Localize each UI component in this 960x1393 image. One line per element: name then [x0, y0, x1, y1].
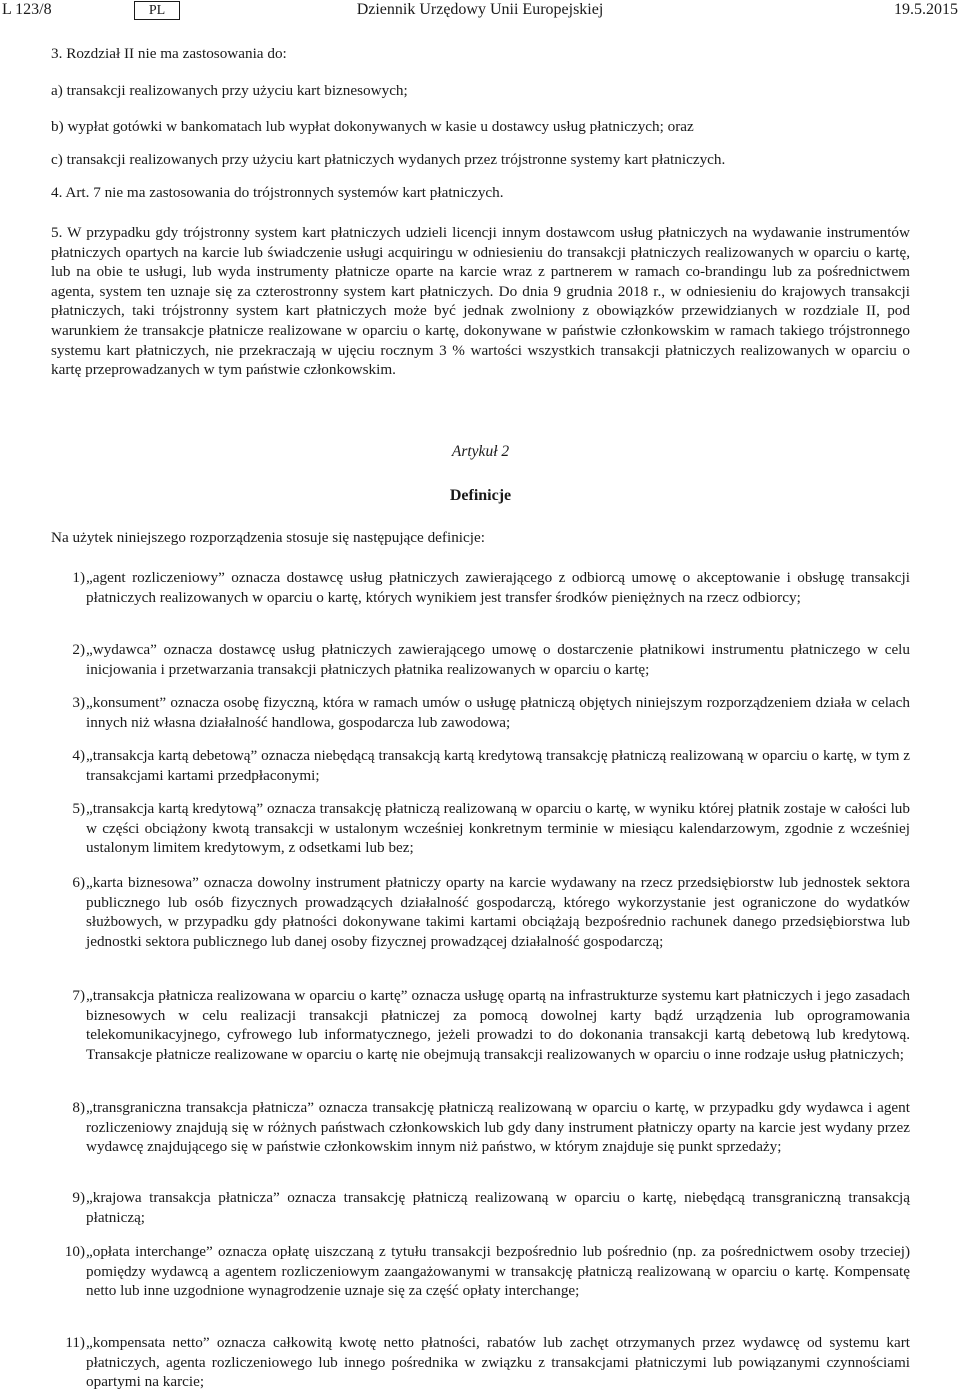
- definition-text: „konsument” oznacza osobę fizyczną, która w ramach umów o usługę płatniczą objętych niniejszym rozporządzeniem działa w celach innych niż własna działalność handlowa, gospodarcza lub zawodowa;: [86, 694, 910, 731]
- definition-text: „transakcja kartą debetową” oznacza niebędącą transakcją kartą kredytową transakcję płatniczą realizowaną w oparciu o kartę, w tym z transakcjami kartami przedpłaconymi;: [86, 747, 910, 784]
- definition-number: 1): [72, 569, 85, 586]
- definition-number: 10): [64, 1243, 85, 1260]
- definition-text: „kompensata netto” oznacza całkowitą kwotę netto płatności, rabatów lub zachęt otrzymanych przez wydawcę od systemu kart płatniczych, agenta rozliczeniowego lub innego pośrednika w związku z transakcjami płatniczymi lub powiązanymi czynnościami opartymi na karcie;: [86, 1334, 910, 1391]
- article-title: Artykuł 2: [451, 443, 510, 460]
- definition-10: [51, 1242, 910, 1301]
- section-3-item-a: a) transakcji realizowanych przy użyciu kart biznesowych;: [51, 82, 408, 99]
- definition-3: [51, 693, 910, 732]
- definition-text: „transakcja płatnicza realizowana w oparciu o kartę” oznacza usługę opartą na infrastrukturze systemu kart płatniczych i jego zasadach biznesowych w celu realizacji transakcji płatniczej za pomocą dowolnej karty bądź urządzenia lub oprogramowania telekomunikacyjnego, cyfrowego lub informatycznego, jeżeli prowadzi to do dokonania transakcji kartą debetową lub kredytową. Transakcje płatnicze realizowane w oparciu o kartę nie obejmują transakcji realizowanych w oparciu o inne rodzaje usług płatniczych;: [86, 987, 910, 1063]
- definition-2: [51, 640, 910, 679]
- definition-text: „transakcja kartą kredytową” oznacza transakcję płatniczą realizowaną w oparciu o kartę, w wyniku której płatnik zostaje w całości lub w części obciążony kwotą transakcji w ustalonym wcześniej konkretnym terminie w miesiącu kalendarzowym, zgodnie z wcześniej ustalonym limitem kredytowym, z odsetkami lub bez;: [86, 800, 910, 857]
- section-3-intro: 3. Rozdział II nie ma zastosowania do:: [51, 45, 287, 62]
- definition-number: 3): [72, 694, 85, 711]
- definition-number: 6): [72, 874, 85, 891]
- definition-5: [51, 799, 910, 858]
- definition-text: „agent rozliczeniowy” oznacza dostawcę usług płatniczych zawierającego z odbiorcą umowę o akceptowanie i obsługę transakcji płatniczych realizowanych w oparciu o kartę, których wynikiem jest transfer środków pieniężnych na rzecz odbiorcy;: [86, 569, 910, 606]
- definition-text: „transgraniczna transakcja płatnicza” oznacza transakcję płatniczą realizowaną w oparciu o kartę, w przypadku gdy wydawca i agent rozliczeniowy znajdują się w różnych państwach członkowskich lub gdy dany instrument płatniczy oparty na karcie jest wydany przez wydawcę znajdującego się w państwie członkowskim innym niż państwo, w którym znajduje się punkt sprzedaży;: [86, 1099, 910, 1156]
- definition-8: [51, 1098, 910, 1157]
- definition-text: „wydawca” oznacza dostawcę usług płatniczych zawierającego umowę o dostarczenie płatnikowi instrumentu płatniczego w celu inicjowania i przetwarzania transakcji płatniczych płatnika realizowanych w oparciu o kartę;: [86, 641, 910, 678]
- publication-date: 19.5.2015: [894, 1, 958, 18]
- language-badge: PL: [134, 1, 180, 20]
- definition-number: 8): [72, 1099, 85, 1116]
- definition-number: 11): [65, 1334, 85, 1351]
- definition-1: [51, 568, 910, 607]
- definition-9: [51, 1188, 910, 1227]
- section-3-item-c: c) transakcji realizowanych przy użyciu kart płatniczych wydanych przez trójstronne systemy kart płatniczych.: [51, 151, 726, 168]
- definition-number: 9): [72, 1189, 85, 1206]
- definition-11: [51, 1333, 910, 1392]
- definition-number: 2): [72, 641, 85, 658]
- page-header: [0, 0, 960, 22]
- definition-text: „opłata interchange” oznacza opłatę uiszczaną z tytułu transakcji bezpośrednio lub pośrednio (np. za pośrednictwem osoby trzeciej) pomiędzy wydawcą a agentem rozliczeniowym zaangażowanymi w transakcję płatniczą realizowaną w oparciu o kartę. Kompensatę netto lub inne uzgodnione wynagrodzenie uznaje się za część opłaty interchange;: [86, 1243, 910, 1300]
- page-reference: L 123/8: [2, 1, 52, 18]
- definition-number: 7): [72, 987, 85, 1004]
- article-intro: Na użytek niniejszego rozporządzenia stosuje się następujące definicje:: [51, 529, 485, 546]
- definition-number: 5): [72, 800, 85, 817]
- journal-title: Dziennik Urzędowy Unii Europejskiej: [356, 1, 604, 18]
- definition-7: [51, 986, 910, 1064]
- definition-number: 4): [72, 747, 85, 764]
- section-4: 4. Art. 7 nie ma zastosowania do trójstronnych systemów kart płatniczych.: [51, 184, 504, 201]
- section-3-item-b: b) wypłat gotówki w bankomatach lub wypłat dokonywanych w kasie u dostawcy usług płatniczych; oraz: [51, 118, 694, 135]
- definition-text: „krajowa transakcja płatnicza” oznacza transakcję płatniczą realizowaną w oparciu o kartę, niebędącą transgraniczną transakcją płatniczą;: [86, 1189, 910, 1226]
- section-5: 5. W przypadku gdy trójstronny system kart płatniczych udzieli licencji innym dostawcom usług płatniczych na wydawanie instrumentów płatniczych opartych na karcie lub świadczenie usługi acquiringu w odniesieniu do transakcji płatniczych realizowanych w oparciu o kartę, lub na obie te usługi, lub wyda instrumenty płatnicze oparte na karcie wraz z partnerem w ramach co-brandingu lub za pośrednictwem agenta, system ten uznaje się za czterostronny system kart płatniczych. Do dnia 9 grudnia 2018 r., w odniesieniu do krajowych transakcji płatniczych, taki trójstronny system kart płatniczych może być jednak zwolniony z obowiązków przewidzianych w rozdziale II, pod warunkiem że transakcje płatnicze realizowane w oparciu o kartę, dokonywane w państwie członkowskim w ramach takiego trójstronnego systemu kart płatniczych, nie przekraczają w ujęciu rocznym 3 % wartości wszystkich transakcji płatniczych realizowanych w oparciu o kartę przeprowadzanych w tym państwie członkowskim.: [51, 224, 910, 379]
- article-heading: Definicje: [449, 487, 512, 504]
- definition-text: „karta biznesowa” oznacza dowolny instrument płatniczy oparty na karcie wydawany na rzecz przedsiębiorstw lub jednostek sektora publicznego lub osób fizycznych prowadzących działalność gospodarczą, którego wykorzystanie jest ograniczone do wydatków służbowych, w przypadku gdy płatności dokonywane takimi kartami obciążają bezpośrednio rachunek danego przedsiębiorstwa lub jednostki sektora publicznego lub danej osoby fizycznej prowadzącej działalność gospodarczą;: [86, 874, 910, 950]
- definition-4: [51, 746, 910, 785]
- definition-6: [51, 873, 910, 951]
